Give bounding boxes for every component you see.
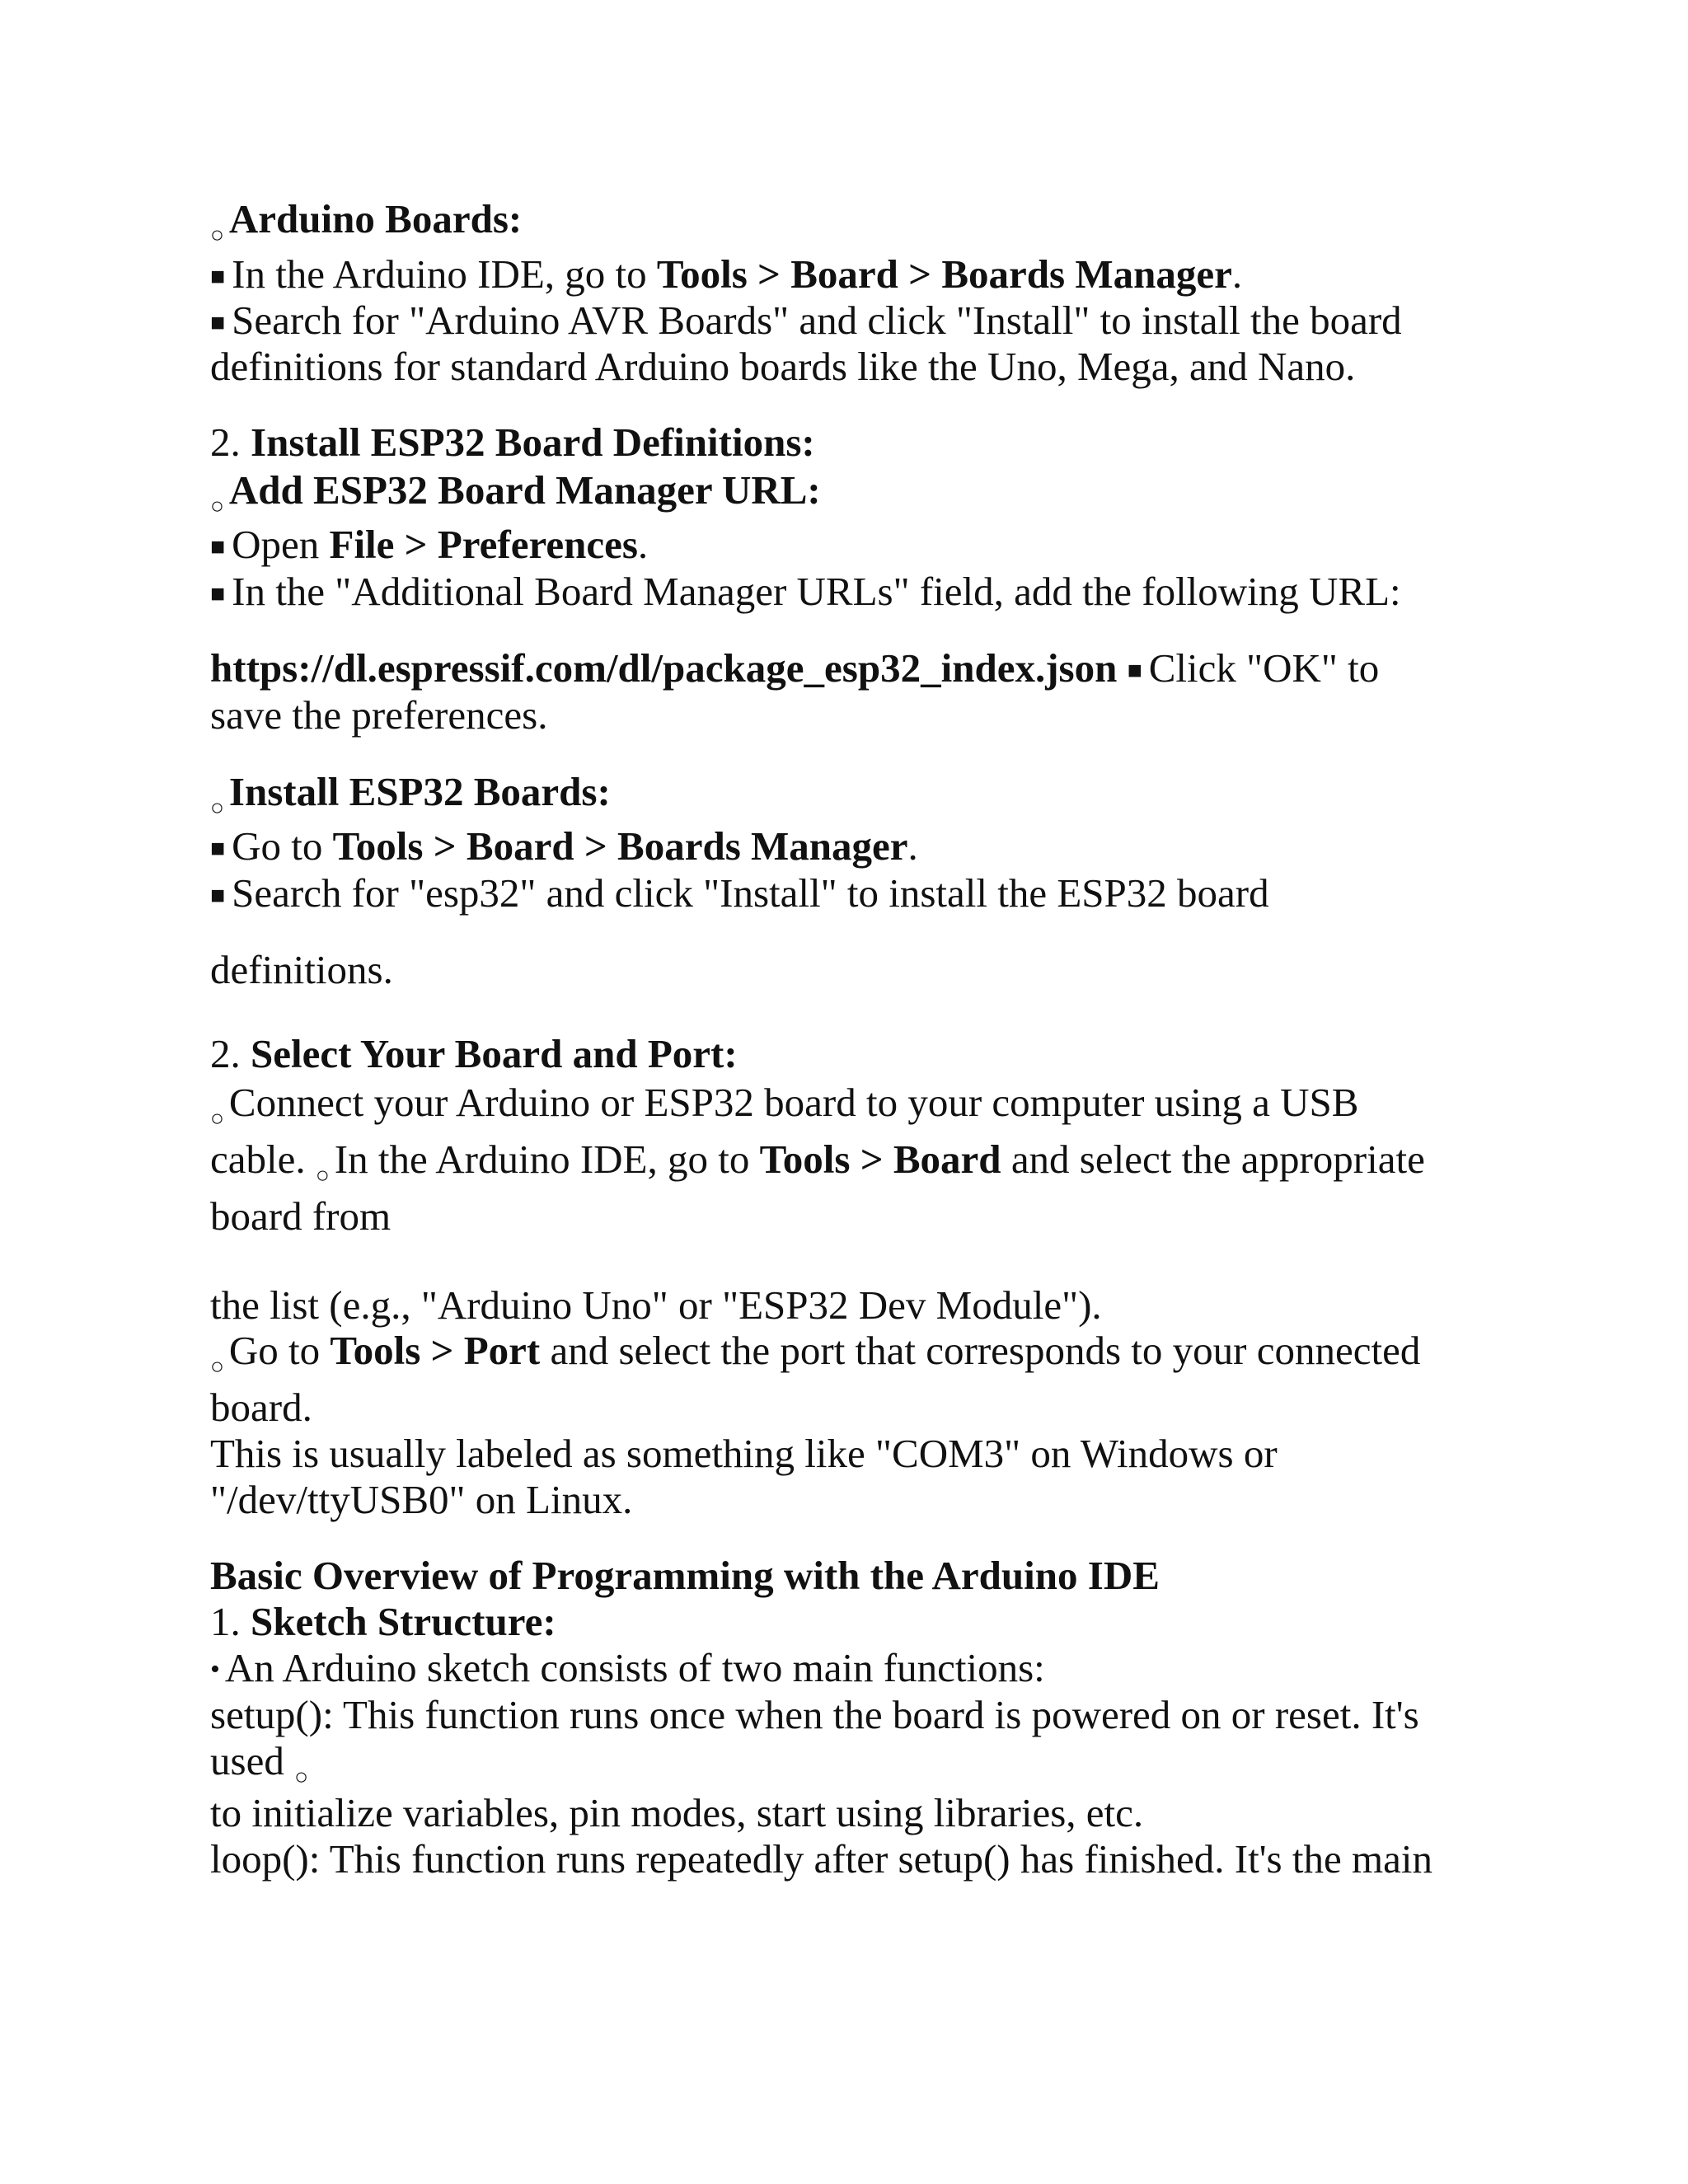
select-board-list-example: the list (e.g., "Arduino Uno" or "ESP32 Dev Module"). [210,1282,1102,1328]
esp32-boards-bullet-2: ■ Search for "esp32" and click "Install" to install the ESP32 board [210,870,1269,916]
circle-bullet-icon: ○ [210,1106,224,1132]
arduino-boards-bullet-2-continued: definitions for standard Arduino boards like the Uno, Mega, and Nano. [210,344,1356,389]
square-bullet-icon: ■ [1127,657,1142,684]
circle-bullet-icon: ○ [210,494,224,519]
loop-line-1: loop(): This function runs repeatedly after setup() has finished. It's the main [210,1836,1432,1882]
esp32-url-line: https://dl.espressif.com/dl/package_esp32_index.json ■ Click "OK" to [210,645,1380,691]
esp32-boards-bullet-1: ■ Go to Tools > Board > Boards Manager. [210,823,918,869]
setup-line-3: to initialize variables, pin modes, start using libraries, etc. [210,1790,1144,1835]
esp32-board-url: https://dl.espressif.com/dl/package_esp32_index.json [210,645,1118,691]
select-port-item: $_○$ Go to Tools > Port and select the port that corresponds to your connected [210,1328,1421,1380]
select-board-item: cable. $_○$ In the Arduino IDE, go to Tools > Board and select the appropriate [210,1137,1425,1188]
setup-line-2: used $_○$ [210,1738,308,1790]
dot-bullet-icon: • [210,1654,220,1685]
esp32-boards-continuation: definitions. [210,947,393,992]
square-bullet-icon: ■ [210,309,226,336]
connect-board-item: $_○$ Connect your Arduino or ESP32 board to your computer using a USB [210,1080,1359,1132]
circle-bullet-icon: ○ [210,223,224,248]
port-note-line-2: "/dev/ttyUSB0" on Linux. [210,1477,633,1522]
sketch-bullet: • An Arduino sketch consists of two main functions: [210,1645,1045,1690]
save-preferences-text: save the preferences. [210,692,548,738]
install-esp32-boards-heading: $_○$ Install ESP32 Boards: [210,769,611,821]
arduino-boards-heading: $_○$ Arduino Boards: [210,196,523,248]
arduino-boards-bullet-2: ■ Search for "Arduino AVR Boards" and click "Install" to install the board [210,298,1402,343]
setup-line-1: setup(): This function runs once when the board is powered on or reset. It's [210,1692,1419,1737]
circle-bullet-icon: ○ [210,795,224,821]
circle-bullet-icon: ○ [294,1765,308,1790]
select-board-heading: 2. Select Your Board and Port: [210,1031,738,1076]
square-bullet-icon: ■ [210,835,226,862]
arduino-boards-bullet-1: ■ In the Arduino IDE, go to Tools > Board > Boards Manager. [210,251,1243,297]
square-bullet-icon: ■ [210,882,226,909]
circle-bullet-icon: ○ [210,1354,224,1380]
port-note-line-1: This is usually labeled as something like "COM3" on Windows or [210,1431,1278,1476]
sketch-structure-heading: 1. Sketch Structure: [210,1599,556,1644]
select-board-item-continued: board from [210,1193,392,1239]
square-bullet-icon: ■ [210,580,226,607]
install-esp32-heading: 2. Install ESP32 Board Definitions: [210,419,815,465]
additional-urls-bullet: ■ In the "Additional Board Manager URLs" field, add the following URL: [210,569,1401,614]
select-port-item-continued: board. [210,1385,312,1430]
circle-bullet-icon: ○ [315,1163,330,1188]
square-bullet-icon: ■ [210,533,226,560]
add-url-heading: $_○$ Add ESP32 Board Manager URL: [210,467,821,519]
square-bullet-icon: ■ [210,263,226,290]
overview-title: Basic Overview of Programming with the Arduino IDE [210,1553,1160,1598]
open-preferences-bullet: ■ Open File > Preferences. [210,522,649,567]
